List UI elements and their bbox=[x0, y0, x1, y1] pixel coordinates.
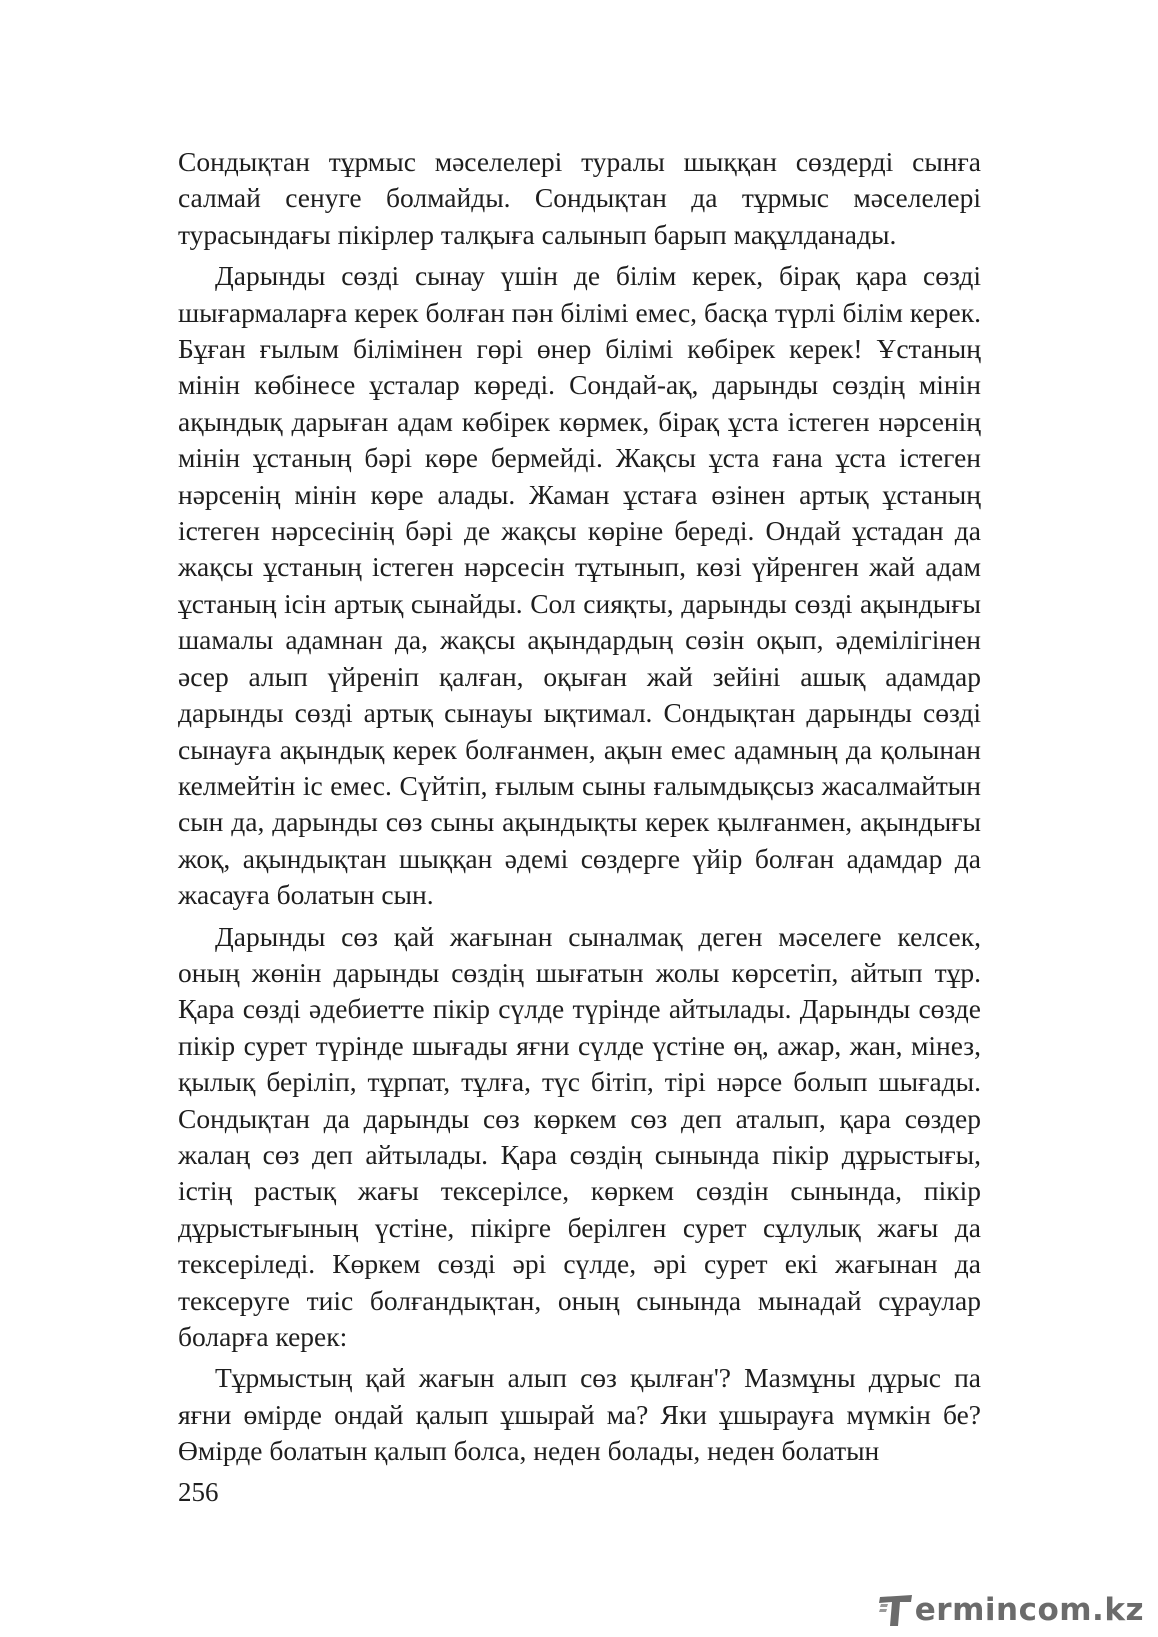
page-body-text bbox=[178, 144, 981, 1475]
page-number: 256 bbox=[178, 1477, 219, 1507]
site-watermark-logo bbox=[878, 1587, 1144, 1627]
paragraph: Дарынды сөзді сынау үшін де білім керек, бірақ қара сөзді шығармаларға керек болған пән білімі емес, басқа түрлі білім керек. Бұған ғылым білімінен гөрі өнер білімі көбірек керек! Ұстаның мінін көбінесе ұсталар көреді. Сондай-ақ, дарынды сөздің мінін ақындық дарыған адам көбірек көрмек, бірақ ұста істеген нәрсенің мінін ұстаның бәрі көре бермейді. Жақсы ұста ғана ұста істеген нәрсенің мінін көре алады. Жаман ұстаға өзінен артық ұстаның істеген нәрсесінің бәрі де жақсы көріне береді. Ондай ұстадан да жақсы ұстаның істеген нәрсесін тұтынып, көзі үйренген жай адам ұстаның ісін артық сынайды. Сол сияқты, дарынды сөзді ақындығы шамалы адамнан да, жақсы ақындардың сөзін оқып, әдемілігінен әсер алып үйреніп қалған, оқыған жай зейіні ашық адамдар дарынды сөзді артық сынауы ықтимал. Сондықтан дарынды сөзді сынауға ақындық керек болғанмен, ақын емес адамның да қолынан келмейтін іс емес. Сүйтіп, ғылым сыны ғалымдықсыз жасалмайтын сын да, дарынды сөз сыны ақындықты керек қылғанмен, ақындығы жоқ, ақындықтан шыққан әдемі сөздерге үйір болған адамдар да жасауға болатын сын. bbox=[178, 260, 981, 911]
watermark-text: ermincom.kz bbox=[914, 1592, 1144, 1628]
termincom-t-logo-icon bbox=[878, 1593, 914, 1627]
paragraph: Дарынды сөз қай жағынан сыналмақ деген мәселеге келсек, оның жөнін дарынды сөздің шығатын жолы көрсетіп, айтып тұр. Қара сөзді әдебиетте пікір сүлде түрінде айтылады. Дарынды сөзде пікір сурет түрінде шығады яғни сүлде үстіне өң, ажар, жан, мінез, қылық беріліп, тұрпат, тұлға, түс бітіп, тірі нәрсе болып шығады. Сондықтан да дарынды сөз көркем сөз деп аталып, қара сөздер жалаң сөз деп айтылады. Қара сөздің сынында пікір дұрыстығы, істің растық жағы тексерілсе, көркем сөздін сынында, пікір дұрыстығының үстіне, пікірге берілген сурет сұлулық жағы да тексеріледі. Көркем сөзді әрі сүлде, әрі сурет екі жағынан да тексеруге тиіс болғандықтан, оның сынында мынадай сұраулар боларға керек: bbox=[178, 920, 981, 1352]
paragraph: Тұрмыстың қай жағын алып сөз қылған'? Мазмұны дұрыс па яғни өмірде ондай қалып ұшырай ма? Яки ұшырауға мүмкін бе? Өмірде болатын қалып болса, неден болады, неден болатын bbox=[178, 1362, 981, 1467]
paragraph: Сондықтан тұрмыс мәселелері туралы шыққан сөздерді сынға салмай сенуге болмайды. Сондықтан да тұрмыс мәселелері турасындағы пікірлер талқыға салынып барып мақұлданады. bbox=[178, 146, 981, 250]
